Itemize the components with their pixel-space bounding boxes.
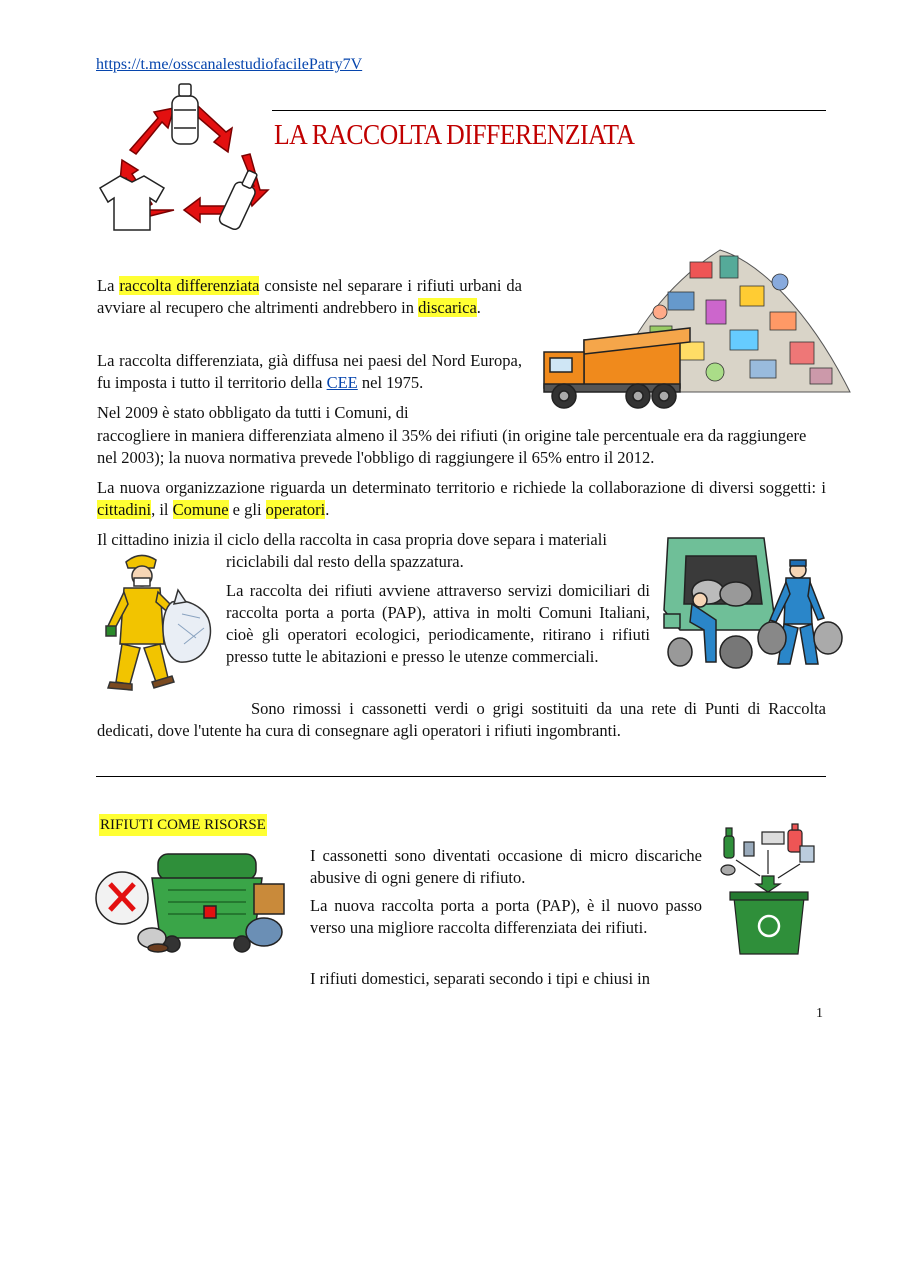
section2-paragraph-1: I cassonetti sono diventati occasione di micro discariche abusive di ogni genere di rifiuto. bbox=[310, 846, 702, 887]
overflowing-dumpster-illustration bbox=[94, 848, 294, 954]
title-rule bbox=[272, 110, 826, 111]
text: La raccolta differenziata, già diffusa nei paesi del Nord Europa, fu imposta i tutto il territorio della bbox=[97, 351, 522, 392]
text: consiste nel separare i rifiuti urbani da avviare al recupero che altrimenti andrebbero in bbox=[97, 276, 522, 317]
intro-paragraph-4 bbox=[97, 477, 826, 521]
collection-paragraph-3: Sono rimossi i cassonetti verdi o grigi sostituiti da una rete di Punti di Raccolta dedicati, dove l'utente ha cura di consegnare agli operatori i rifiuti ingombranti. bbox=[97, 699, 826, 740]
highlight-raccolta: raccolta differenziata bbox=[119, 276, 260, 295]
highlight-cittadini: cittadini bbox=[97, 500, 152, 519]
section2-paragraph-2: La nuova raccolta porta a porta (PAP), è il nuovo passo verso una migliore raccolta differenziata dei rifiuti. bbox=[310, 896, 702, 937]
text: La nuova organizzazione riguarda un determinato territorio e richiede la collaborazione di diversi soggetti: i bbox=[97, 478, 826, 497]
collection-paragraph-1-line1: Il cittadino inizia il ciclo della raccolta in casa propria dove separa i materiali bbox=[97, 530, 607, 549]
collection-paragraph-2: La raccolta dei rifiuti avviene attraverso servizi domiciliari di raccolta porta a porta (PAP), attiva in molti Comuni Italiani, cioè gli operatori ecologici, periodicamente, ritirano i rifiuti presso tutte le abitazioni e presso le utenze commerciali. bbox=[226, 581, 650, 666]
highlight-comune: Comune bbox=[172, 500, 229, 519]
text: , il bbox=[151, 500, 173, 519]
citizen-with-bag-illustration bbox=[100, 548, 218, 696]
text: La bbox=[97, 276, 120, 295]
text: nel 1975. bbox=[357, 373, 424, 392]
page-number: 1 bbox=[816, 1006, 823, 1021]
highlight-operatori: operatori bbox=[265, 500, 326, 519]
recycle-cycle-icon bbox=[92, 78, 272, 238]
collection-paragraph-1-line2: riciclabili dal resto della spazzatura. bbox=[226, 552, 464, 571]
section-heading: RIFIUTI COME RISORSE bbox=[99, 814, 267, 836]
intro-paragraph-1 bbox=[97, 275, 522, 319]
text: e gli bbox=[228, 500, 266, 519]
text: . bbox=[325, 500, 330, 519]
recycling-bin-icon bbox=[716, 820, 824, 958]
section-rule bbox=[96, 776, 826, 777]
header-link[interactable]: https://t.me/osscanalestudiofacilePatry7V bbox=[96, 56, 363, 73]
garbage-truck-pile-illustration bbox=[540, 242, 852, 412]
cee-link[interactable]: CEE bbox=[326, 373, 358, 392]
intro-paragraph-3-line1: Nel 2009 è stato obbligato da tutti i Comuni, di bbox=[97, 403, 409, 422]
intro-paragraph-3: raccogliere in maniera differenziata almeno il 35% dei rifiuti (in origine tale percentuale era da raggiungere nel 2003); la nuova normativa prevede l'obbligo di raggiungere il 65% entro il 2012. bbox=[97, 426, 807, 467]
section2-paragraph-3: I rifiuti domestici, separati secondo i tipi e chiusi in bbox=[310, 969, 651, 988]
highlight-discarica: discarica bbox=[418, 298, 477, 317]
page-title: LA RACCOLTA DIFFERENZIATA bbox=[274, 120, 635, 151]
intro-paragraph-2 bbox=[97, 350, 522, 394]
text: . bbox=[476, 298, 481, 317]
operators-loading-truck-illustration bbox=[660, 534, 844, 676]
